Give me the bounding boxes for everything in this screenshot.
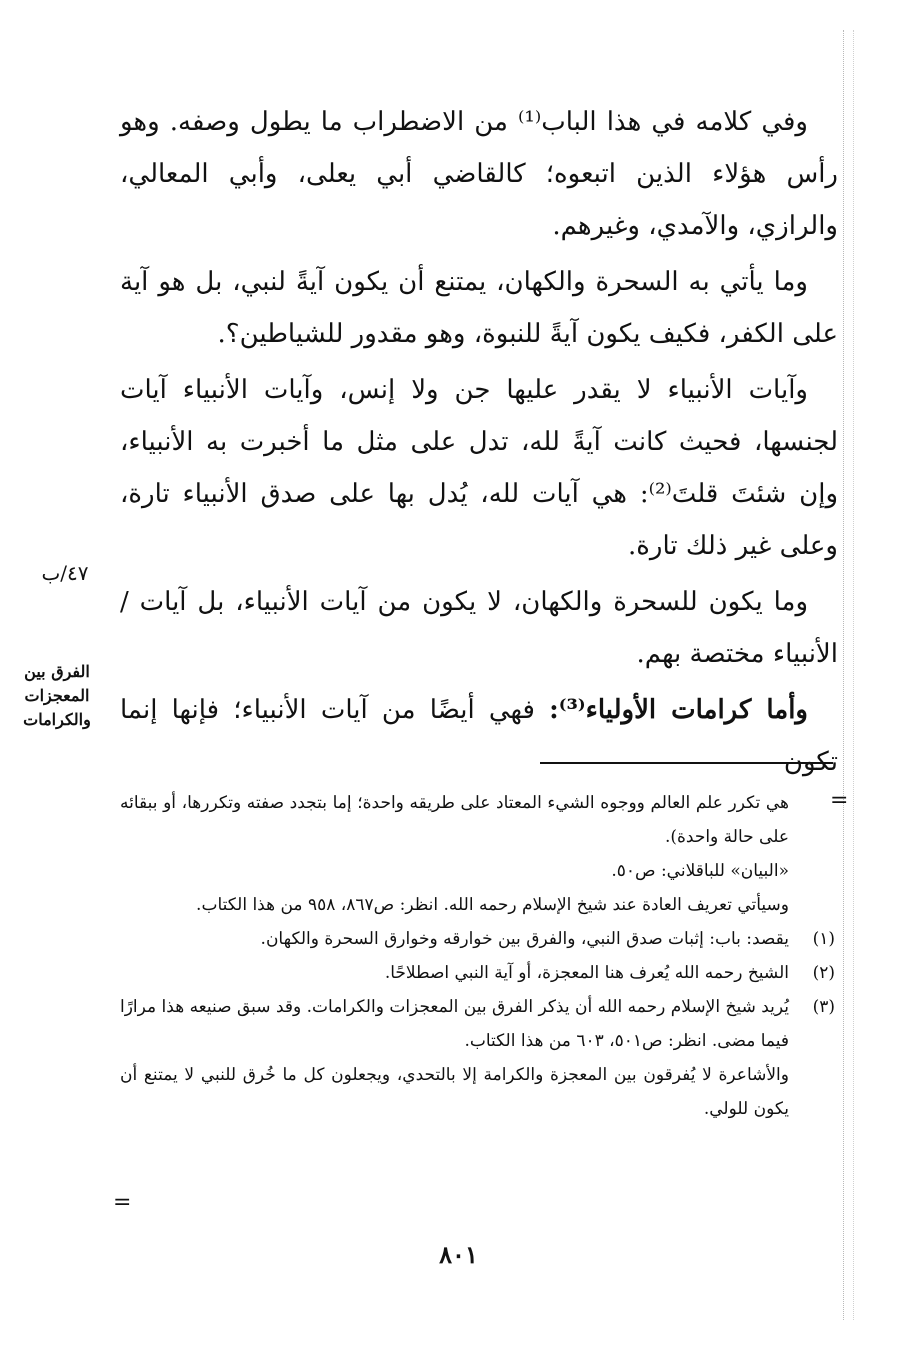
karamat-heading: وأما كرامات الأولياء⁽³⁾: xyxy=(549,695,808,725)
footnote-1 xyxy=(120,922,835,956)
footnote-number: (٣) xyxy=(812,997,835,1017)
footnote-number: (١) xyxy=(812,929,835,949)
footnote-continuation-mark: = xyxy=(830,788,849,813)
footnote-continues-mark: = xyxy=(113,1190,132,1215)
body-paragraph-5 xyxy=(120,684,838,788)
margin-dotted-rule-secondary xyxy=(853,30,854,1320)
margin-topic-line-1: الفرق بين xyxy=(24,662,90,681)
body-paragraph-4: وما يكون للسحرة والكهان، لا يكون من آيات الأنبياء، بل آيات / الأنبياء مختصة بهم. xyxy=(120,587,838,669)
manuscript-folio-marker: ٤٧/ب xyxy=(41,561,89,585)
footnote-continued-3: وسيأتي تعريف العادة عند شيخ الإسلام رحمه الله. انظر: ص٨٦٧، ٩٥٨ من هذا الكتاب. xyxy=(196,895,789,915)
body-paragraph-2: وما يأتي به السحرة والكهان، يمتنع أن يكون آيةً لنبي، بل هو آية على الكفر، فكيف يكون آيةً للنبوة، وهو مقدور للشياطين؟. xyxy=(120,267,838,349)
margin-topic-heading xyxy=(18,660,96,732)
main-text xyxy=(120,96,838,792)
footnote-text: يقصد: باب: إثبات صدق النبي، والفرق بين خوارقه وخوارق السحرة والكهان. xyxy=(260,929,789,949)
footnotes xyxy=(120,786,835,1126)
footnote-3-continued: والأشاعرة لا يُفرقون بين المعجزة والكرامة إلا بالتحدي، ويجعلون كل ما خُرق للنبي لا يمتنع أن يكون للولي. xyxy=(120,1065,789,1119)
footnote-3 xyxy=(120,990,835,1058)
footnote-2 xyxy=(120,956,835,990)
footnote-separator xyxy=(540,762,833,764)
body-paragraph-3: وآيات الأنبياء لا يقدر عليها جن ولا إنس، وآيات الأنبياء آيات لجنسها، فحيث كانت آيةً لله، تدل على مثل ما أخبرت به الأنبياء، وإن شئتَ قلتَ⁽²⁾: هي آيات لله، يُدل بها على صدق الأنبياء تارة، وعلى غير ذلك تارة. xyxy=(120,375,839,561)
footnote-number: (٢) xyxy=(812,963,835,983)
page-number: ٨٠١ xyxy=(439,1240,478,1269)
margin-topic-line-3: والكرامات xyxy=(23,710,91,729)
footnote-continued-2: «البيان» للباقلاني: ص٥٠. xyxy=(611,861,789,881)
body-paragraph-1: وفي كلامه في هذا الباب⁽¹⁾ من الاضطراب ما يطول وصفه. وهو رأس هؤلاء الذين اتبعوه؛ كالقاضي أبي يعلى، وأبي المعالي، والرازي، والآمدي، وغيرهم. xyxy=(120,107,838,241)
margin-dotted-rule xyxy=(843,30,844,1320)
footnote-text: الشيخ رحمه الله يُعرف هنا المعجزة، أو آية النبي اصطلاحًا. xyxy=(384,963,789,983)
footnote-continued-1: هي تكرر علم العالم ووجوه الشيء المعتاد على طريقه واحدة؛ إما بتجدد صفته وتكررها، أو ببقائه على حالة واحدة). xyxy=(120,793,789,847)
margin-topic-line-2: المعجزات xyxy=(24,686,90,705)
footnote-text: يُريد شيخ الإسلام رحمه الله أن يذكر الفرق بين المعجزات والكرامات. وقد سبق صنيعه هذا مرارًا فيما مضى. انظر: ص٥٠١، ٦٠٣ من هذا الكتاب. xyxy=(120,997,789,1051)
body-paragraph-5-text: فهي أيضًا من آيات الأنبياء؛ فإنها إنما تكون xyxy=(120,695,838,777)
